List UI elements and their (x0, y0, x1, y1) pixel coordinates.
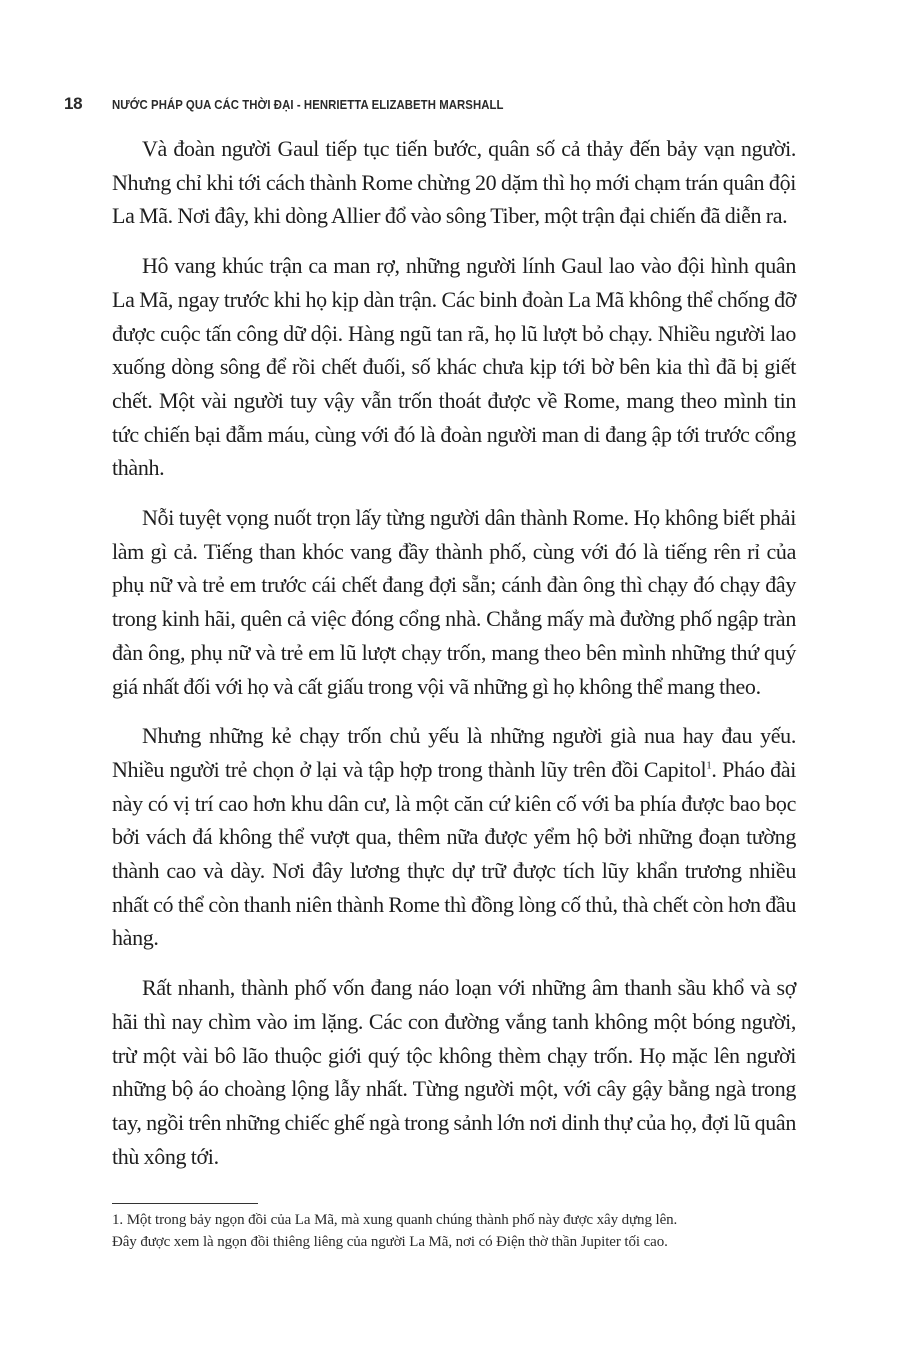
paragraph-2: Hô vang khúc trận ca man rợ, những người lính Gaul lao vào đội hình quân La Mã, ngay trước khi họ kịp dàn trận. Các binh đoàn La Mã không thể chống đỡ được cuộc tấn công dữ dội. Hàng ngũ tan rã, họ lũ lượt bỏ chạy. Nhiều người lao xuống dòng sông để rồi chết đuối, số khác chưa kịp tới bờ bên kia thì đã bị giết chết. Một vài người tuy vậy vẫn trốn thoát được về Rome, mang theo mình tin tức chiến bại đẫm máu, cùng với đó là đoàn người man di đang ập tới trước cổng thành. (112, 253, 796, 481)
running-header (64, 94, 567, 116)
paragraph-5: Rất nhanh, thành phố vốn đang náo loạn với những âm thanh sầu khổ và sợ hãi thì nay chìm vào im lặng. Các con đường vắng tanh không một bóng người, trừ một vài bô lão thuộc giới quý tộc không thèm chạy trốn. Họ mặc lên người những bộ áo choàng lộng lẫy nhất. Từng người một, với cây gậy bằng ngà trong tay, ngồi trên những chiếc ghế ngà trong sảnh lớn nơi dinh thự của họ, đợi lũ quân thù xông tới. (112, 975, 796, 1169)
page-number: 18 (64, 94, 83, 113)
paragraph-4-text-before-note: Nhưng những kẻ chạy trốn chủ yếu là những người già nua hay đau yếu. Nhiều người trẻ chọn ở lại và tập hợp trong thành lũy trên đồi Capitol (112, 723, 796, 782)
paragraph-4-text-after-note: . Pháo đài này có vị trí cao hơn khu dân cư, là một căn cứ kiên cố với ba phía được bao bọc bởi vách đá không thể vượt qua, thêm nữa được yểm hộ bởi những đoạn tường thành cao và dày. Nơi đây lương thực dự trữ được tích lũy khẩn trương nhiều nhất có thể còn thanh niên thành Rome thì đồng lòng cố thủ, thà chết còn hơn đầu hàng. (112, 756, 797, 951)
paragraph-4 (112, 719, 796, 955)
paragraph-3: Nỗi tuyệt vọng nuốt trọn lấy từng người dân thành Rome. Họ không biết phải làm gì cả. Tiếng than khóc vang đầy thành phố, cùng với đó là tiếng rên rỉ của phụ nữ và trẻ em trước cái chết đang đợi sẵn; cánh đàn ông thì chạy đó chạy đây trong kinh hãi, quên cả việc đóng cổng nhà. Chẳng mấy mà đường phố ngập tràn đàn ông, phụ nữ và trẻ em lũ lượt chạy trốn, mang theo bên mình những thứ quý giá nhất đối với họ và cất giấu trong vội vã những gì họ không thể mang theo. (112, 505, 796, 699)
running-title: NƯỚC PHÁP QUA CÁC THỜI ĐẠI - HENRIETTA ELIZABETH MARSHALL (112, 97, 504, 112)
footnote-1-line-1: 1. Một trong bảy ngọn đồi của La Mã, mà xung quanh chúng thành phố này được xây dựng lên. (112, 1212, 678, 1228)
body-text (112, 132, 796, 1189)
footnote-divider (112, 1203, 258, 1204)
footnote-1-line-2: Đây được xem là ngọn đồi thiêng liêng của người La Mã, nơi có Điện thờ thần Jupiter tối cao. (112, 1234, 668, 1250)
footnotes (112, 1209, 802, 1253)
footnote-marker: 1 (706, 759, 712, 772)
footnote-1 (112, 1209, 802, 1253)
paragraph-1: Và đoàn người Gaul tiếp tục tiến bước, quân số cả thảy đến bảy vạn người. Nhưng chỉ khi tới cách thành Rome chừng 20 dặm thì họ mới chạm trán quân đội La Mã. Nơi đây, khi dòng Allier đổ vào sông Tiber, một trận đại chiến đã diễn ra. (112, 136, 796, 229)
